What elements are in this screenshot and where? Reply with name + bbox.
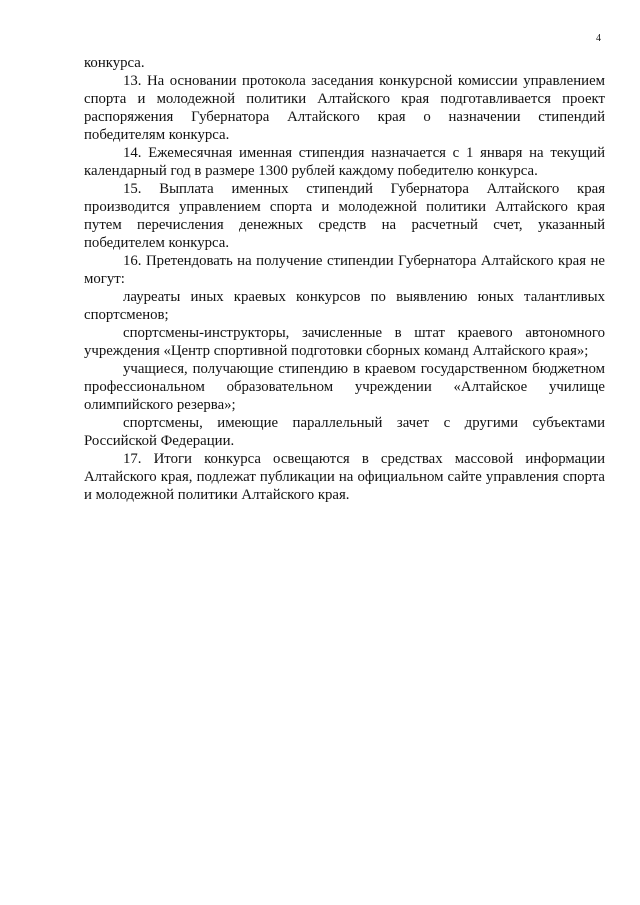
paragraph-16-item-parallel-credit: спортсмены, имеющие параллельный зачет с другими субъектами Российской Федерации.	[84, 415, 605, 449]
document-body	[84, 54, 605, 504]
paragraph-16: 16. Претендовать на получение стипендии Губернатора Алтайского края не могут:	[84, 253, 605, 287]
paragraph-13: 13. На основании протокола заседания конкурсной комиссии управлением спорта и молодежной политики Алтайского края подготавливается проект распоряжения Губернатора Алтайского края о назначении стипендий победителям конкурса.	[84, 73, 605, 143]
paragraph-continuation: конкурса.	[84, 55, 145, 71]
paragraph-15: 15. Выплата именных стипендий Губернатора Алтайского края производится управлением спорта и молодежной политики Алтайского края путем перечисления денежных средств на расчетный счет, указанный победителем конкурса.	[84, 181, 605, 251]
paragraph-16-item-instructors: спортсмены-инструкторы, зачисленные в штат краевого автономного учреждения «Центр спортивной подготовки сборных команд Алтайского края»;	[84, 325, 605, 359]
page-number: 4	[596, 33, 601, 44]
paragraph-17: 17. Итоги конкурса освещаются в средствах массовой информации Алтайского края, подлежат публикации на официальном сайте управления спорта и молодежной политики Алтайского края.	[84, 451, 605, 503]
paragraph-16-item-students: учащиеся, получающие стипендию в краевом государственном бюджетном профессиональном образовательном учреждении «Алтайское училище олимпийского резерва»;	[84, 361, 605, 413]
paragraph-14: 14. Ежемесячная именная стипендия назначается с 1 января на текущий календарный год в размере 1300 рублей каждому победителю конкурса.	[84, 145, 605, 179]
paragraph-16-item-laureates: лауреаты иных краевых конкурсов по выявлению юных талантливых спортсменов;	[84, 289, 605, 323]
